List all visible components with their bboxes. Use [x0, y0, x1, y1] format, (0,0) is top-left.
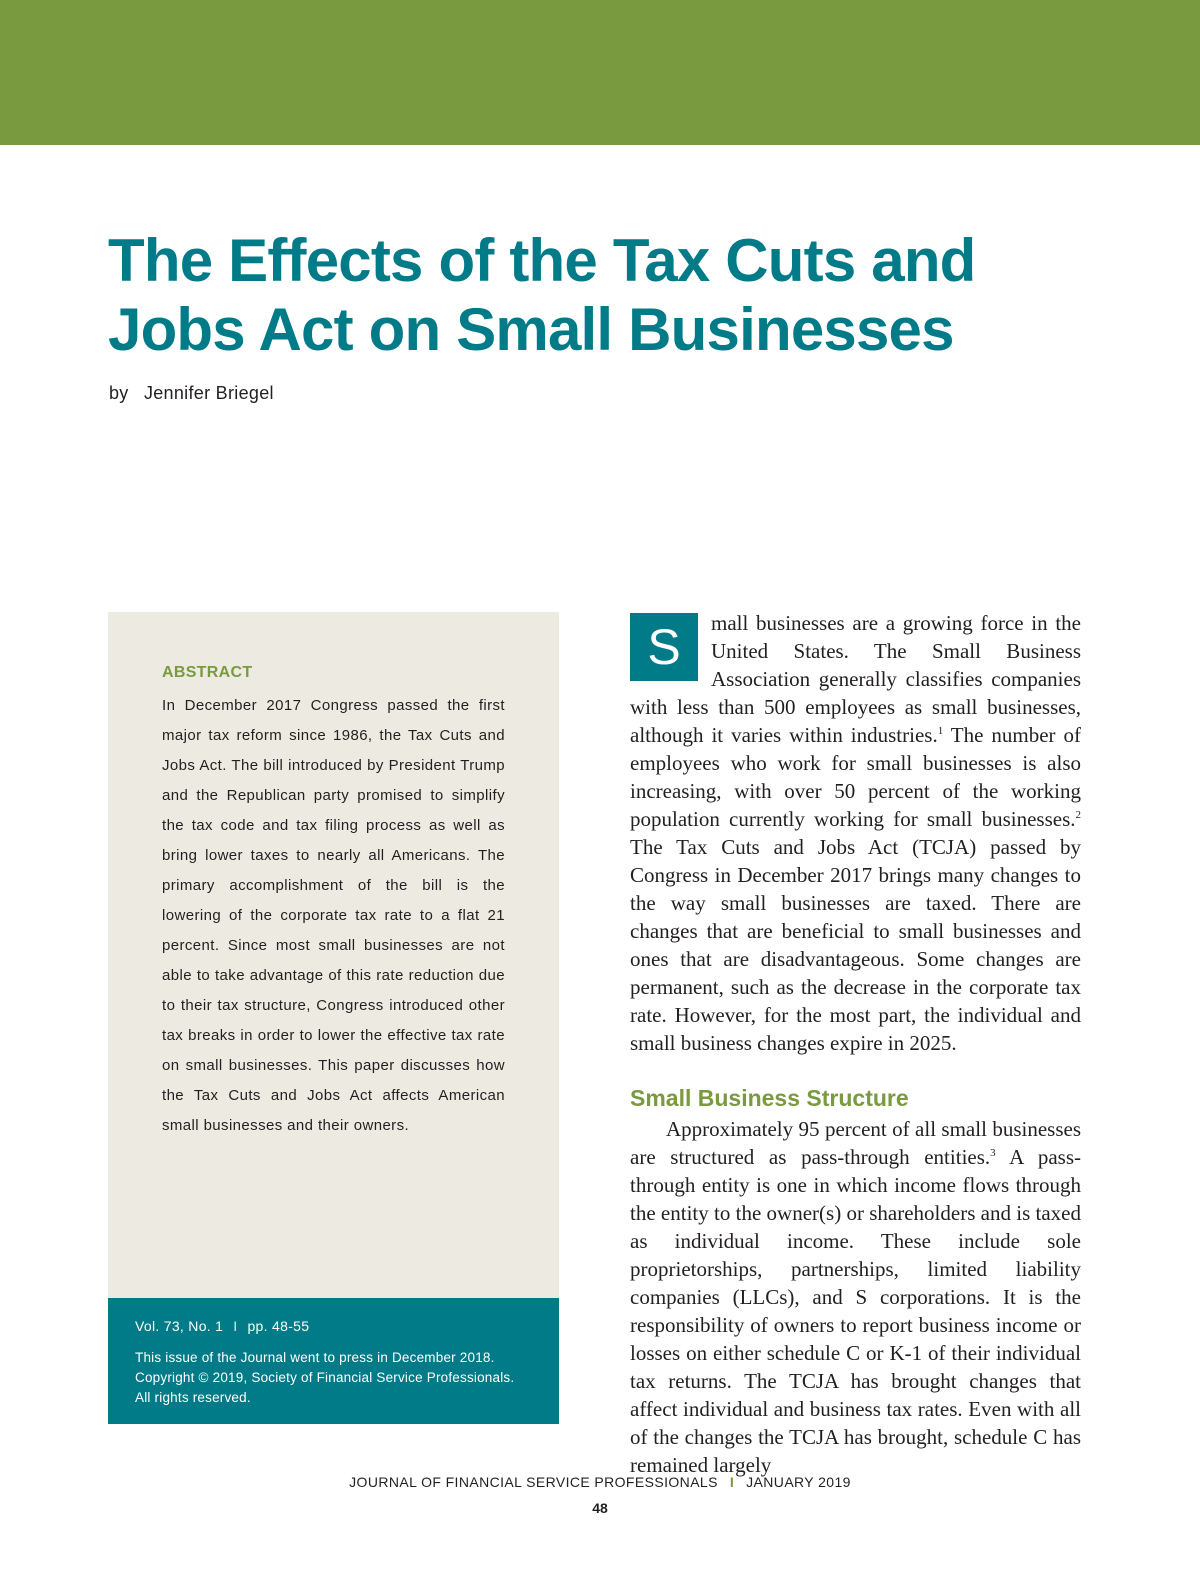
issue-date: JANUARY 2019	[746, 1474, 851, 1490]
page-footer	[0, 1474, 1200, 1490]
footnote-ref: 1	[937, 725, 944, 737]
publication-info-panel	[108, 1298, 559, 1424]
footnote-ref: 2	[1075, 809, 1081, 821]
volume-separator: I	[233, 1318, 238, 1334]
press-date-note: This issue of the Journal went to press in December 2018.	[135, 1350, 495, 1365]
byline	[109, 383, 274, 404]
press-note	[135, 1348, 545, 1408]
drop-cap: S	[630, 613, 698, 681]
abstract-panel	[108, 612, 559, 1298]
body-text: The number of employees who work for small businesses is also increasing, with over 50 percent of the working population currently working for small businesses.	[630, 723, 1081, 831]
body-paragraph	[630, 1115, 1081, 1479]
footnote-ref: 3	[990, 1147, 996, 1159]
author-name: Jennifer Briegel	[143, 383, 274, 403]
article-title: The Effects of the Tax Cuts and Jobs Act on Small Businesses	[108, 227, 976, 363]
byline-prefix: by	[109, 383, 129, 403]
rights-note: All rights reserved.	[135, 1390, 251, 1405]
body-text: mall businesses are a growing force in the United States. The Small Business Association generally classifies companies with less than 500 employees as small businesses, although it varies within industries.	[630, 611, 1081, 747]
article-body	[630, 609, 1081, 1479]
section-heading: Small Business Structure	[630, 1085, 909, 1111]
page-number: 48	[592, 1500, 608, 1516]
copyright-note: Copyright © 2019, Society of Financial Service Professionals.	[135, 1370, 515, 1385]
footer-separator: I	[729, 1474, 735, 1490]
body-text: The Tax Cuts and Jobs Act (TCJA) passed by Congress in December 2017 brings many changes to the way small businesses are taxed. There are changes that are beneficial to small businesses and ones that are disadvantageous. Some changes are permanent, such as the decrease in the corporate tax rate. However, for the most part, the individual and small business changes expire in 2025.	[630, 835, 1081, 1055]
body-text: A pass-through entity is one in which income flows through the entity to the owner(s) or shareholders and is taxed as individual income. These include sole proprietorships, partnerships, limited liability companies (LLCs), and S corporations. It is the responsibility of owners to report business income or losses on either schedule C or K-1 of their individual tax returns. The TCJA has brought changes that affect individual and business tax rates. Even with all of the changes the TCJA has brought, schedule C has remained largely	[630, 1145, 1081, 1477]
body-paragraph	[630, 609, 1081, 1057]
volume-number: Vol. 73, No. 1	[135, 1318, 224, 1334]
header-band	[0, 0, 1200, 145]
abstract-text: In December 2017 Congress passed the first major tax reform since 1986, the Tax Cuts and Jobs Act. The bill introduced by President Trump and the Republican party promised to simplify the tax code and tax filing process as well as bring lower taxes to nearly all Americans. The primary accomplishment of the bill is the lowering of the corporate tax rate to a flat 21 percent. Since most small businesses are not able to take advantage of this rate reduction due to their tax structure, Congress introduced other tax breaks in order to lower the effective tax rate on small businesses. This paper discusses how the Tax Cuts and Jobs Act affects American small businesses and their owners.	[162, 697, 505, 1134]
journal-name: JOURNAL OF FINANCIAL SERVICE PROFESSIONALS	[349, 1474, 718, 1490]
body-text: Approximately 95 percent of all small businesses are structured as pass-through entities.	[630, 1117, 1081, 1169]
volume-info	[135, 1318, 309, 1334]
page-range: pp. 48-55	[247, 1318, 310, 1334]
abstract-heading: ABSTRACT	[162, 664, 253, 681]
